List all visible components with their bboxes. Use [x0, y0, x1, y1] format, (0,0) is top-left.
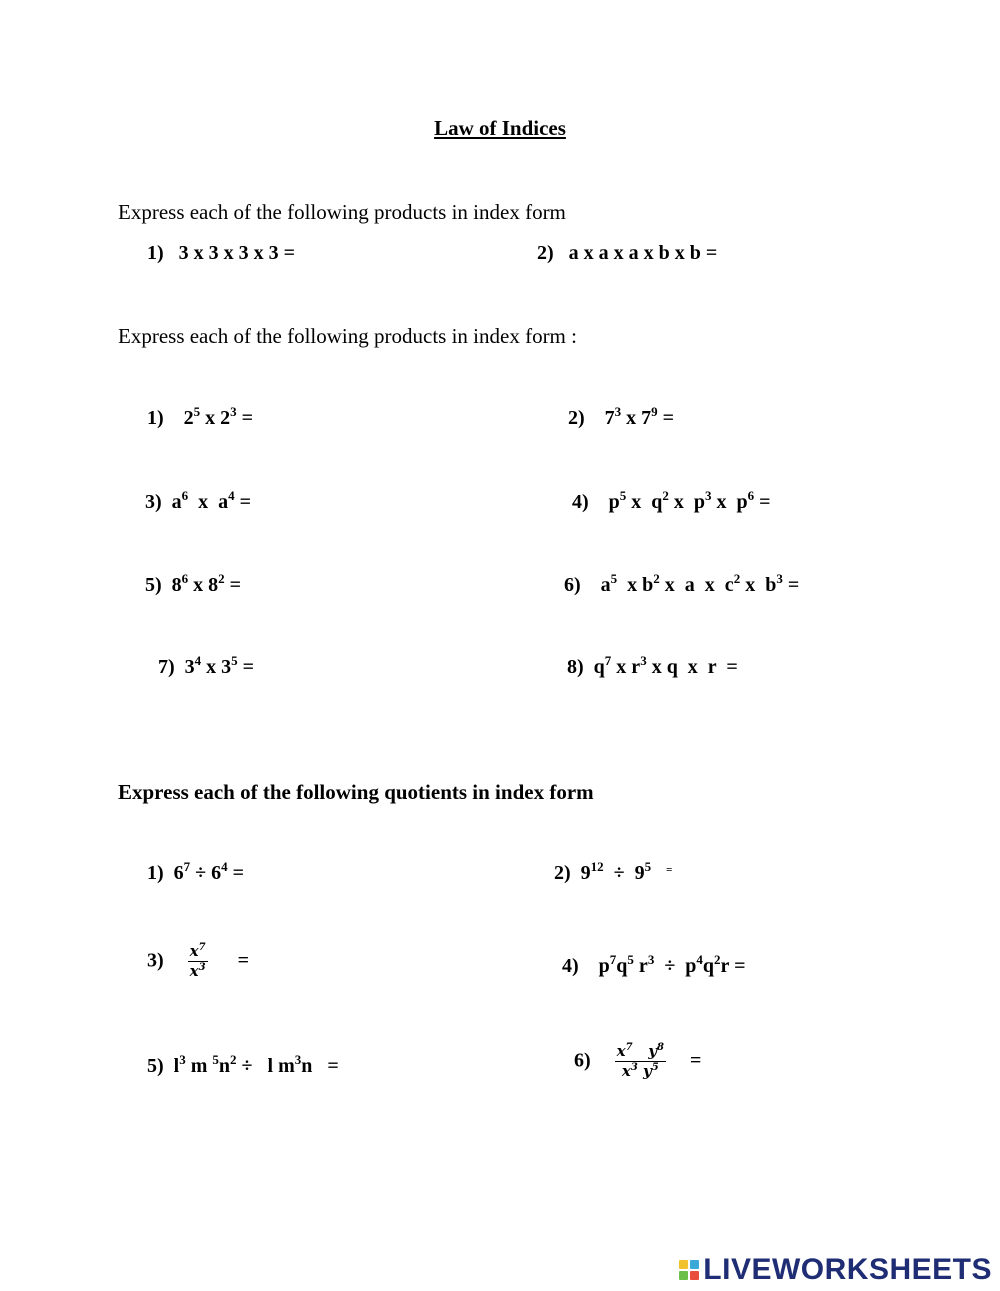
fraction — [615, 1043, 666, 1081]
exponent: 9 — [651, 404, 658, 419]
operator: x a x — [659, 574, 725, 596]
s2-question-6 — [564, 571, 800, 597]
s2-question-7 — [158, 653, 255, 679]
base: x — [189, 942, 199, 960]
base: x — [616, 1042, 626, 1060]
base: 2 — [183, 407, 194, 429]
exponent: 7 — [625, 1042, 633, 1053]
equals: = — [237, 949, 249, 972]
s2-question-2 — [568, 404, 675, 430]
exponent: 7 — [198, 942, 206, 953]
s2-question-4 — [572, 488, 771, 514]
operator: x — [668, 491, 694, 513]
exponent: 3 — [647, 952, 655, 967]
equals: = — [782, 574, 800, 596]
equals: = — [224, 574, 242, 596]
base: q — [616, 955, 628, 977]
base: 9 — [634, 862, 645, 884]
liveworksheets-logo — [679, 1252, 992, 1288]
denominator — [620, 1062, 661, 1080]
exponent: 2 — [662, 488, 669, 503]
question-text: 3 x 3 x 3 x 3 = — [178, 242, 296, 264]
operator: x — [200, 407, 221, 429]
equals: = — [666, 864, 673, 876]
exponent: 2 — [653, 571, 660, 586]
question-number: 2) — [537, 242, 554, 264]
operator: ÷ — [190, 862, 212, 884]
numerator — [615, 1043, 666, 1062]
exponent: 2 — [733, 571, 741, 586]
exponent: 3 — [294, 1052, 302, 1067]
base: 9 — [580, 862, 591, 884]
exponent: 3 — [614, 404, 622, 419]
question-number: 8) — [567, 656, 584, 678]
base: p — [736, 491, 748, 513]
operator: x — [617, 574, 643, 596]
question-number: 5) — [145, 574, 162, 596]
exponent: 7 — [609, 952, 617, 967]
operator: x — [740, 574, 766, 596]
base: y — [643, 1062, 652, 1081]
exponent: 3 — [198, 962, 206, 974]
s2-question-8 — [567, 653, 738, 679]
base: 7 — [641, 407, 652, 429]
exponent: 4 — [194, 653, 202, 668]
s1-question-2 — [537, 242, 717, 265]
s2-question-5 — [145, 571, 242, 597]
logo-text: LIVEWORKSHEETS — [703, 1253, 992, 1286]
s3-question-6 — [574, 1043, 701, 1081]
question-number: 2) — [568, 407, 585, 429]
exponent: 5 — [610, 571, 618, 586]
question-number: 4) — [572, 491, 589, 513]
exponent: 5 — [627, 952, 634, 967]
base: a — [218, 491, 229, 513]
s3-question-1 — [147, 859, 245, 885]
base: 8 — [171, 574, 182, 596]
base: l — [173, 1055, 180, 1077]
exponent: 3 — [230, 404, 237, 419]
question-number: 3) — [145, 491, 162, 513]
operator: x — [626, 491, 652, 513]
exponent: 7 — [183, 859, 191, 874]
base: 7 — [604, 407, 615, 429]
question-number: 2) — [554, 862, 571, 884]
s3-question-2 — [554, 859, 673, 885]
equals: = — [234, 491, 252, 513]
base: m — [185, 1055, 213, 1077]
question-number: 6) — [564, 574, 581, 596]
operator: x — [188, 491, 219, 513]
exponent: 3 — [179, 1052, 186, 1067]
fraction — [188, 943, 208, 981]
base: x — [189, 962, 199, 981]
base: p — [685, 955, 697, 977]
base: a — [171, 491, 182, 513]
section-1-instruction: Express each of the following products in index form — [118, 200, 566, 224]
question-text: a x a x a x b x b = — [568, 242, 718, 264]
equals: = — [237, 656, 255, 678]
question-number: 1) — [147, 242, 164, 264]
exponent: 6 — [181, 488, 189, 503]
exponent: 5 — [644, 859, 652, 874]
exponent: 4 — [221, 859, 228, 874]
question-number: 7) — [158, 656, 175, 678]
operator: x — [188, 574, 209, 596]
s2-question-3 — [145, 488, 252, 514]
operator: x — [611, 656, 632, 678]
base: n — [218, 1055, 231, 1077]
base: b — [765, 574, 777, 596]
exponent: 7 — [604, 653, 612, 668]
exponent: 5 — [212, 1052, 219, 1067]
exponent: 12 — [590, 859, 604, 874]
base: r — [633, 955, 648, 977]
exponent: 8 — [656, 1042, 664, 1053]
base: p — [598, 955, 610, 977]
exponent: 2 — [230, 1052, 237, 1067]
base: p — [608, 491, 620, 513]
s3-question-3 — [147, 943, 249, 981]
equals: n = — [301, 1055, 339, 1077]
base: b — [642, 574, 654, 596]
base: 2 — [220, 407, 231, 429]
exponent: 4 — [228, 488, 235, 503]
base: y — [648, 1042, 657, 1060]
exponent: 3 — [705, 488, 712, 503]
base: 6 — [211, 862, 222, 884]
s3-question-5 — [147, 1052, 339, 1078]
question-number: 1) — [147, 862, 164, 884]
base: 3 — [184, 656, 195, 678]
section-2-instruction: Express each of the following products in index form : — [118, 324, 577, 348]
section-3-instruction: Express each of the following quotients in index form — [118, 780, 594, 804]
base: 8 — [208, 574, 219, 596]
base: q — [702, 955, 715, 977]
base: 3 — [221, 656, 232, 678]
base: r — [631, 656, 641, 678]
exponent: 3 — [630, 1062, 638, 1074]
equals: = — [227, 862, 245, 884]
logo-mark-icon — [679, 1260, 699, 1280]
question-number: 5) — [147, 1055, 164, 1077]
exponent: 4 — [696, 952, 703, 967]
s3-question-4 — [562, 952, 746, 978]
equals: x q x r = — [646, 656, 738, 678]
base: c — [724, 574, 734, 596]
s1-question-1 — [147, 242, 295, 265]
question-number: 3) — [147, 949, 164, 972]
base: q — [651, 491, 663, 513]
exponent: 5 — [193, 404, 201, 419]
exponent: 5 — [651, 1062, 659, 1074]
equals: = — [657, 407, 675, 429]
base: q — [593, 656, 605, 678]
question-number: 4) — [562, 955, 579, 977]
exponent: 5 — [619, 488, 627, 503]
worksheet-title: Law of Indices — [434, 116, 566, 140]
operator: x — [201, 656, 222, 678]
exponent: 6 — [181, 571, 189, 586]
operator: x — [621, 407, 642, 429]
question-number: 6) — [574, 1049, 591, 1072]
operator: ÷ — [654, 955, 686, 977]
base: p — [693, 491, 706, 513]
exponent: 5 — [231, 653, 238, 668]
exponent: 3 — [640, 653, 647, 668]
equals: r = — [720, 955, 746, 977]
s2-question-1 — [147, 404, 254, 430]
question-number: 1) — [147, 407, 164, 429]
exponent: 3 — [776, 571, 783, 586]
equals: = — [689, 1049, 702, 1072]
equals: = — [236, 407, 254, 429]
numerator — [188, 943, 208, 962]
exponent: 6 — [747, 488, 755, 503]
base: a — [600, 574, 611, 596]
operator: ÷ l m — [236, 1055, 295, 1077]
base: 6 — [173, 862, 184, 884]
exponent: 2 — [714, 952, 721, 967]
exponent: 2 — [218, 571, 225, 586]
base: x — [621, 1062, 631, 1081]
operator: ÷ — [603, 862, 635, 884]
operator: x — [711, 491, 737, 513]
equals: = — [754, 491, 771, 513]
denominator — [188, 962, 208, 980]
